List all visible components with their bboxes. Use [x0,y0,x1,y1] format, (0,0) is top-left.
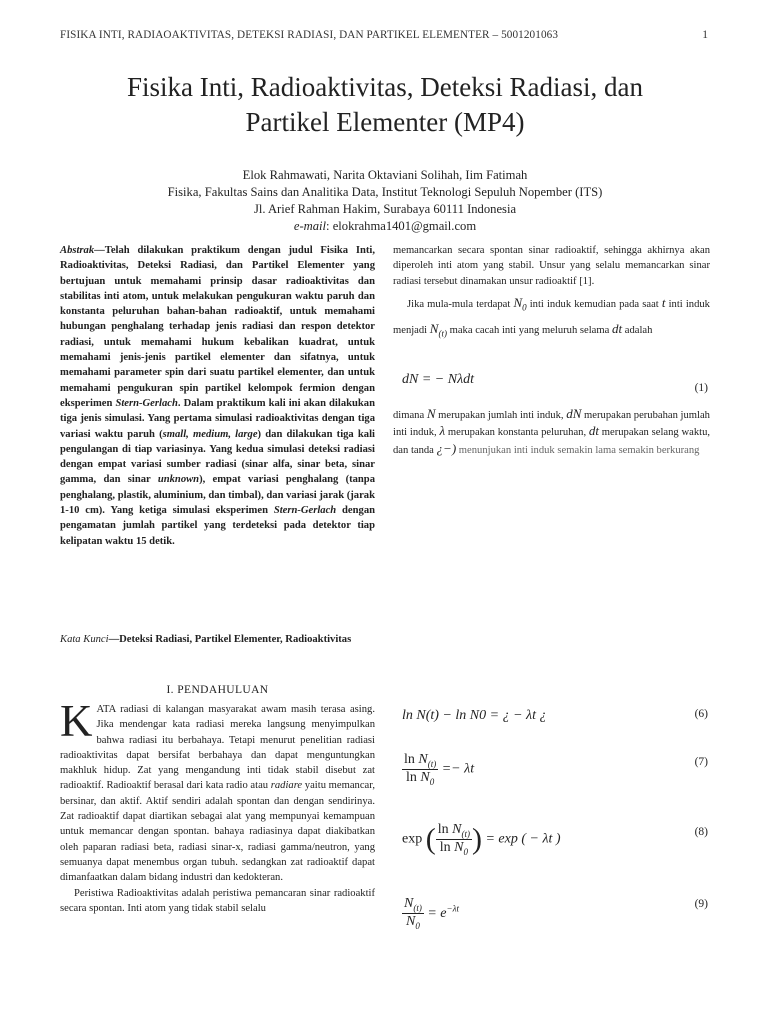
eq7-denominator: $\ln N_0$ [406,769,435,787]
keywords-text: —Deteksi Radiasi, Partikel Elementer, Radioaktivitas [108,634,352,645]
equation-8: exp ( $\frac{\ln N_{(t)}}{\ln N_0}$ ) = exp ( − λt ) (8) [402,822,708,857]
math-t: t [661,294,666,310]
running-head: FISIKA INTI, RADIAOAKTIVITAS, DETEKSI RADIASI, DAN PARTIKEL ELEMENTER – 5001201063 [60,29,559,41]
author-block [60,167,710,235]
rp2-b: inti induk kemudian pada saat [526,298,662,310]
math-N: N [426,406,436,421]
eq7-fraction [402,752,438,787]
nt-symbol: N [429,321,439,337]
abstract-text-4: ), empat variasi penghalang (tanpa penghalang, plastik, aluminium, dan timbal), dan variasi jarak (jarak 1-10 cm). Yang ketiga simulasi eksperimen [60,474,375,517]
eq8-denominator: $\ln N_0$ [439,839,468,857]
abstract-label: Abstrak [60,245,95,256]
eq8-fraction [436,822,472,857]
rp2-c: inti induk menjadi [393,298,710,337]
keywords [60,632,375,647]
eq9-denominator: $N_0$ [406,913,420,931]
paper-title [60,70,710,140]
equation-7 [402,752,710,787]
equation-6 [402,708,710,724]
address: Jl. Arief Rahman Hakim, Surabaya 60111 Indonesia [253,202,517,216]
abstract [60,243,375,549]
intro-section [60,696,375,916]
rp2-a: Jika mula-mula terdapat [407,298,514,310]
title-line-1: Fisika Inti, Radioaktivitas, Deteksi Radiasi, dan [127,72,643,102]
right-paragraph-3 [393,406,710,458]
intro-paragraph-1 [60,696,375,886]
eq7-numerator: $\ln N_{(t)}$ [404,752,437,769]
rp3-f: menunjukan inti induk semakin lama semakin berkurang [456,444,700,456]
eq8-exp: exp [402,831,423,847]
title-line-2: Partikel Elementer (MP4) [245,107,525,137]
email-label: e-mail [293,219,327,233]
authors: Elok Rahmawati, Narita Oktaviani Solihah, Iim Fatimah [242,168,528,182]
right-column [393,243,710,345]
eq6-body: ln N(t) − ln N0 = ¿ − λt ¿ [402,708,547,723]
email-line [60,218,710,235]
rp3-d: merupakan konstanta peluruhan, [445,427,589,439]
intro-p1-b: yaitu memancar, bersinar, dan aktif. Aktif sendiri adalah spontan dan dengan sendirinya. Zat radioaktif dapat diartikan sebagai alat yang mempunyai kemampuan untuk memancar dengan spontan. bahaya radiasinya dapat diakibatkan oleh paparan radiasi beta, radiasi sinar-x, radiasi gamma/neutron, yang semuanya dapat menembus organ tubuh. sedangkan zat radioaktif dapat dimanfaatkan dalam bidang industri dan kedokteran. [60,780,375,884]
abstract-text-2: . Dalam praktikum kali ini akan dilakukan tiga jenis simulasi. Yang pertama simulasi radioaktivitas dengan tiga variasi waktu paruh ( [60,397,375,440]
rp3-e: merupakan selang waktu, dan tanda [393,427,711,456]
page-number: 1 [702,29,708,41]
math-n0 [513,294,527,313]
n0-symbol: N [513,294,523,310]
eq1-number: (1) [694,382,708,394]
eq9-number: (9) [694,898,708,910]
eq9-sup: −λt [446,902,459,913]
eq8-number: (8) [694,826,708,838]
eq6-number: (6) [694,708,708,720]
drop-cap: K [60,696,93,746]
math-sign: ¿−) [436,440,457,456]
rp3-b: merupakan jumlah inti induk, [435,410,567,421]
email[interactable]: : elokrahma1401@gmail.com [326,219,477,233]
eq9-numerator: $N_{(t)}$ [404,896,422,913]
math-lambda: λ [439,423,446,439]
abstract-text-3: ) dan dilakukan tiga kali pengulangan di tiap variasinya. Yang kedua simulasi deteksi radiasi dengan empat variasi sumber radiasi (sinar alfa, sinar beta, sinar gamma, dan sinar [60,428,375,486]
right-paragraph-1: memancarkan secara spontan sinar radioaktif, sehingga akhirnya akan diperoleh inti atom yang stabil. Unsur yang selalu memancarkan sinar radiasi tersebut dinamakan unsur radioaktif [1]. [393,245,710,287]
affiliation: Fisika, Fakultas Sains dan Analitika Data, Institut Teknologi Sepuluh Nopember (ITS) [167,185,603,199]
eq1-body: dN = − Nλdt [402,372,475,387]
eq7-number: (7) [694,756,708,768]
rp2-d: maka cacah inti yang meluruh selama [446,325,612,337]
eq8-numerator: $\ln N_{(t)}$ [437,822,470,839]
equation-1 [402,372,710,394]
eq9-eq: = e [427,905,447,921]
intro-radiare: radiare [270,780,303,792]
eq8-rhs: = exp ( − λt ) [485,831,561,847]
intro-p1-a: ATA radiasi di kalangan masyarakat awam masih terasa asing. Jika mendengar kata radiasi mereka langsung menyimpulkan bahwa radiasi itu berbahaya. Tetapi menurut penelitian radiasi radioaktivitas dapat bersifat berbahaya dan dapat menguntungkan makhluk hidup. Zat yang mengandung inti tidak stabil disebut zat radioaktif. Radioaktif berasal dari kata radio atau [60,704,375,792]
keywords-label: Kata Kunci [60,634,109,645]
math-dN: dN [566,406,582,421]
eq8-ln-top: ln [437,822,449,837]
eq9-rhs [427,902,459,921]
rp2-e: adalah [622,325,653,337]
math-nt [429,321,447,340]
abstract-text-5: dengan pengamatan jumlah partikel yang terdeteksi pada detektor tiap kelipatan waktu 15 detik. [60,505,376,547]
eq8-ln-bottom: ln [439,839,451,855]
math-dt-2: dt [588,423,600,439]
rp3-c: merupakan perubahan jumlah inti induk, [393,410,710,439]
right-paragraph-2 [393,292,710,345]
eq7-ln-top: ln [404,752,415,767]
n0-sub: 0 [522,302,527,313]
abstract-stern-1: Stern-Gerlach [115,397,178,409]
abstract-sizes: small, medium, large [162,428,258,440]
section-heading: I. PENDAHULUAN [166,684,269,696]
eq7-rhs: =− λt [441,761,475,777]
math-dt: dt [611,321,623,337]
eq9-fraction [402,896,424,931]
equation-9 [402,896,710,931]
eq7-ln-bottom: ln [406,769,417,785]
rp3-a: dimana [393,410,427,421]
abstract-stern-2: Stern-Gerlach [273,505,337,517]
nt-sub: (t) [438,329,447,340]
abstract-unknown: unknown [157,474,200,486]
abstract-text-1: —Telah dilakukan praktikum dengan judul Fisika Inti, Radioaktivitas, Deteksi Radiasi, dan Partikel Elementer yang bertujuan untuk memahami prinsip dasar radioaktivitas dan stabilitas inti atom, untuk melakukan pengukuran waktu paruh dan konstanta peluruhan bahan-bahan radioaktif, untuk memahami hubungan penghalang terhadap jenis radiasi dan respon detektor radiasi, untuk memahami hukum kebalikan kuadrat, untuk memahami jenis-jenis partikel elementer dan sifatnya, untuk memahami parameter spin dari suatu partikel elementer, dan untuk memahami pengukuran spin partikel kelompok fermion dengan eksperimen [60,245,375,409]
intro-paragraph-2: Peristiwa Radioaktivitas adalah peristiwa pemancaran sinar radioaktif secara spontan. Inti atom yang tidak stabil selalu [60,887,375,914]
